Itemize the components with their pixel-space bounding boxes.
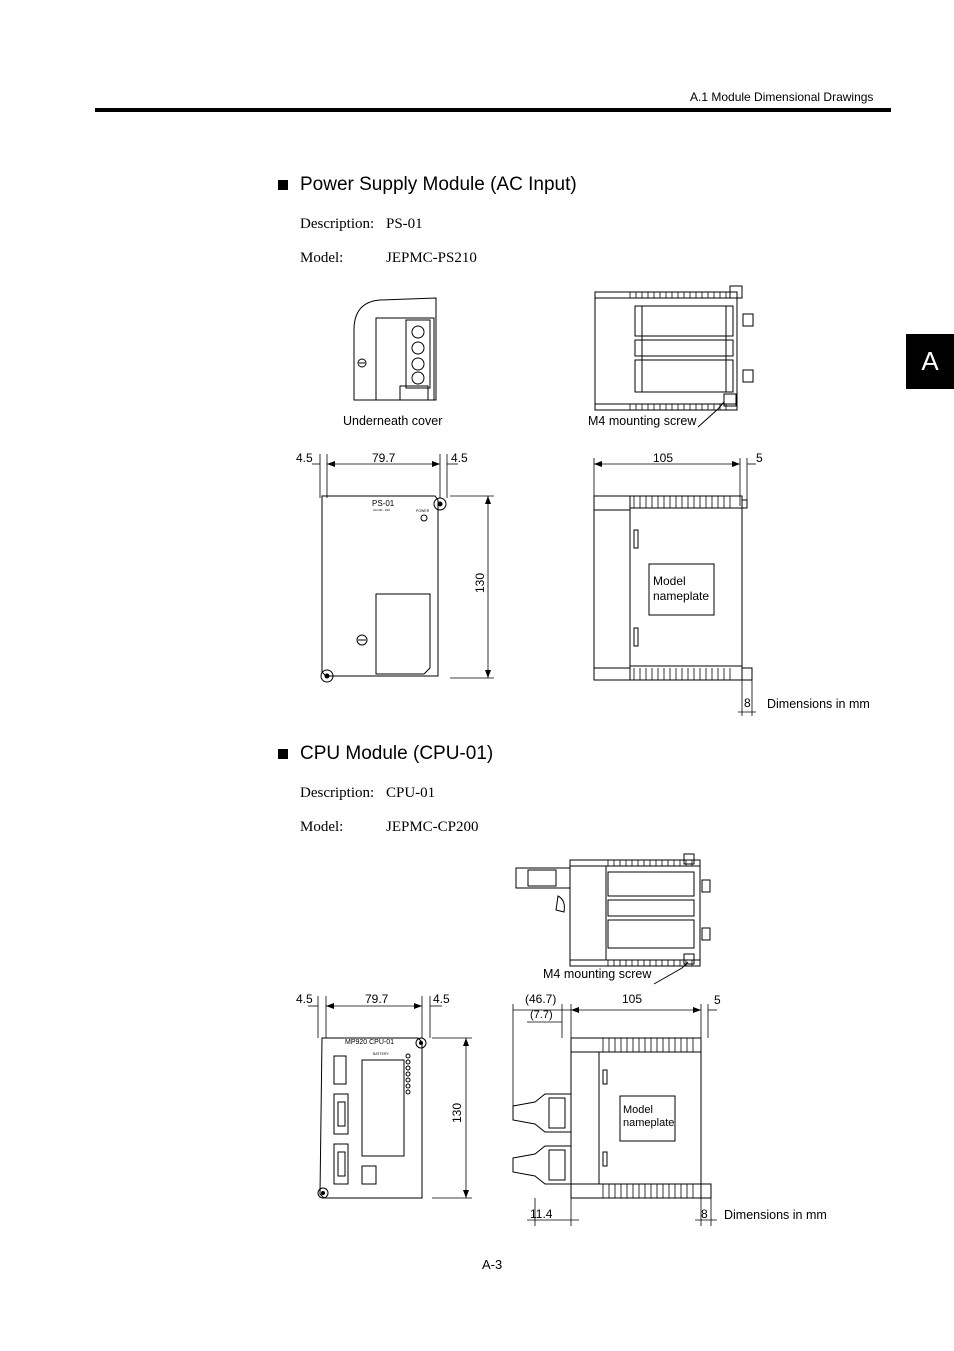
- appendix-tab: A: [906, 334, 954, 389]
- cpu-side-dim-cable: (46.7): [525, 992, 557, 1006]
- cpu-description-value: CPU-01: [386, 785, 436, 801]
- ps-front-view-drawing: [290, 448, 500, 688]
- cpu-units-note: Dimensions in mm: [724, 1208, 827, 1222]
- cpu-top-view-drawing: [508, 850, 718, 985]
- ps-underneath-cover-drawing: [340, 290, 450, 415]
- cpu-battery-label: BATTERY: [373, 1052, 389, 1056]
- ps-panel-name: PS-01: [372, 499, 395, 508]
- power-supply-heading: [278, 174, 577, 196]
- ps-model-label: Model:: [300, 250, 344, 266]
- cpu-front-view-drawing: [290, 990, 480, 1205]
- cpu-title: CPU Module (CPU-01): [300, 743, 494, 764]
- ps-side-dim-bottom: 8: [744, 696, 751, 710]
- cpu-front-dim-left: 4.5: [296, 992, 313, 1006]
- ps-top-view-drawing: [590, 284, 760, 432]
- bullet-square-icon: [278, 749, 288, 759]
- ps-underneath-cover-label: Underneath cover: [343, 414, 443, 428]
- ps-nameplate-line2: nameplate: [653, 589, 710, 603]
- cpu-nameplate-line2: nameplate: [623, 1117, 675, 1129]
- cpu-side-dim-bottom: 8: [701, 1207, 708, 1221]
- page-number: A-3: [482, 1257, 503, 1272]
- cpu-side-dim-bottom-left: 11.4: [530, 1207, 553, 1221]
- cpu-mounting-screw-label: M4 mounting screw: [543, 967, 652, 981]
- ps-front-dim-height: 130: [473, 572, 488, 594]
- ps-front-dim-left: 4.5: [296, 451, 313, 465]
- section-header: A.1 Module Dimensional Drawings: [690, 90, 874, 104]
- cpu-front-dim-width: 79.7: [365, 992, 389, 1006]
- ps-side-dim-top: 5: [756, 451, 763, 465]
- ps-description-value: PS-01: [386, 216, 423, 232]
- bullet-square-icon: [278, 180, 288, 190]
- ps-side-dim-depth: 105: [653, 451, 674, 465]
- cpu-side-dim-depth: 105: [622, 992, 643, 1006]
- cpu-model-value: JEPMC-CP200: [386, 819, 479, 835]
- ps-front-dim-width: 79.7: [372, 451, 396, 465]
- cpu-heading: [278, 743, 493, 765]
- cpu-side-dim-top: 5: [714, 993, 721, 1007]
- cpu-front-dim-right: 4.5: [433, 992, 450, 1006]
- header-rule: [95, 108, 891, 112]
- ps-front-dim-right: 4.5: [451, 451, 468, 465]
- cpu-side-dim-inner: (7.7): [530, 1009, 553, 1021]
- cpu-model-label: Model:: [300, 819, 344, 835]
- ps-panel-sub: AC100 - 240: [373, 508, 390, 512]
- cpu-nameplate-line1: Model: [623, 1104, 653, 1116]
- ps-nameplate-line1: Model: [653, 574, 686, 588]
- cpu-panel-name: MP920 CPU-01: [345, 1039, 395, 1046]
- ps-model-value: JEPMC-PS210: [386, 250, 477, 266]
- ps-power-label: POWER: [416, 509, 430, 513]
- cpu-front-dim-height: 130: [450, 1102, 465, 1124]
- cpu-side-view-drawing: [505, 998, 725, 1230]
- ps-mounting-screw-label: M4 mounting screw: [588, 414, 697, 428]
- cpu-description-label: Description:: [300, 785, 375, 801]
- power-supply-title: Power Supply Module (AC Input): [300, 174, 577, 195]
- ps-description-label: Description:: [300, 216, 375, 232]
- ps-units-note: Dimensions in mm: [767, 697, 870, 711]
